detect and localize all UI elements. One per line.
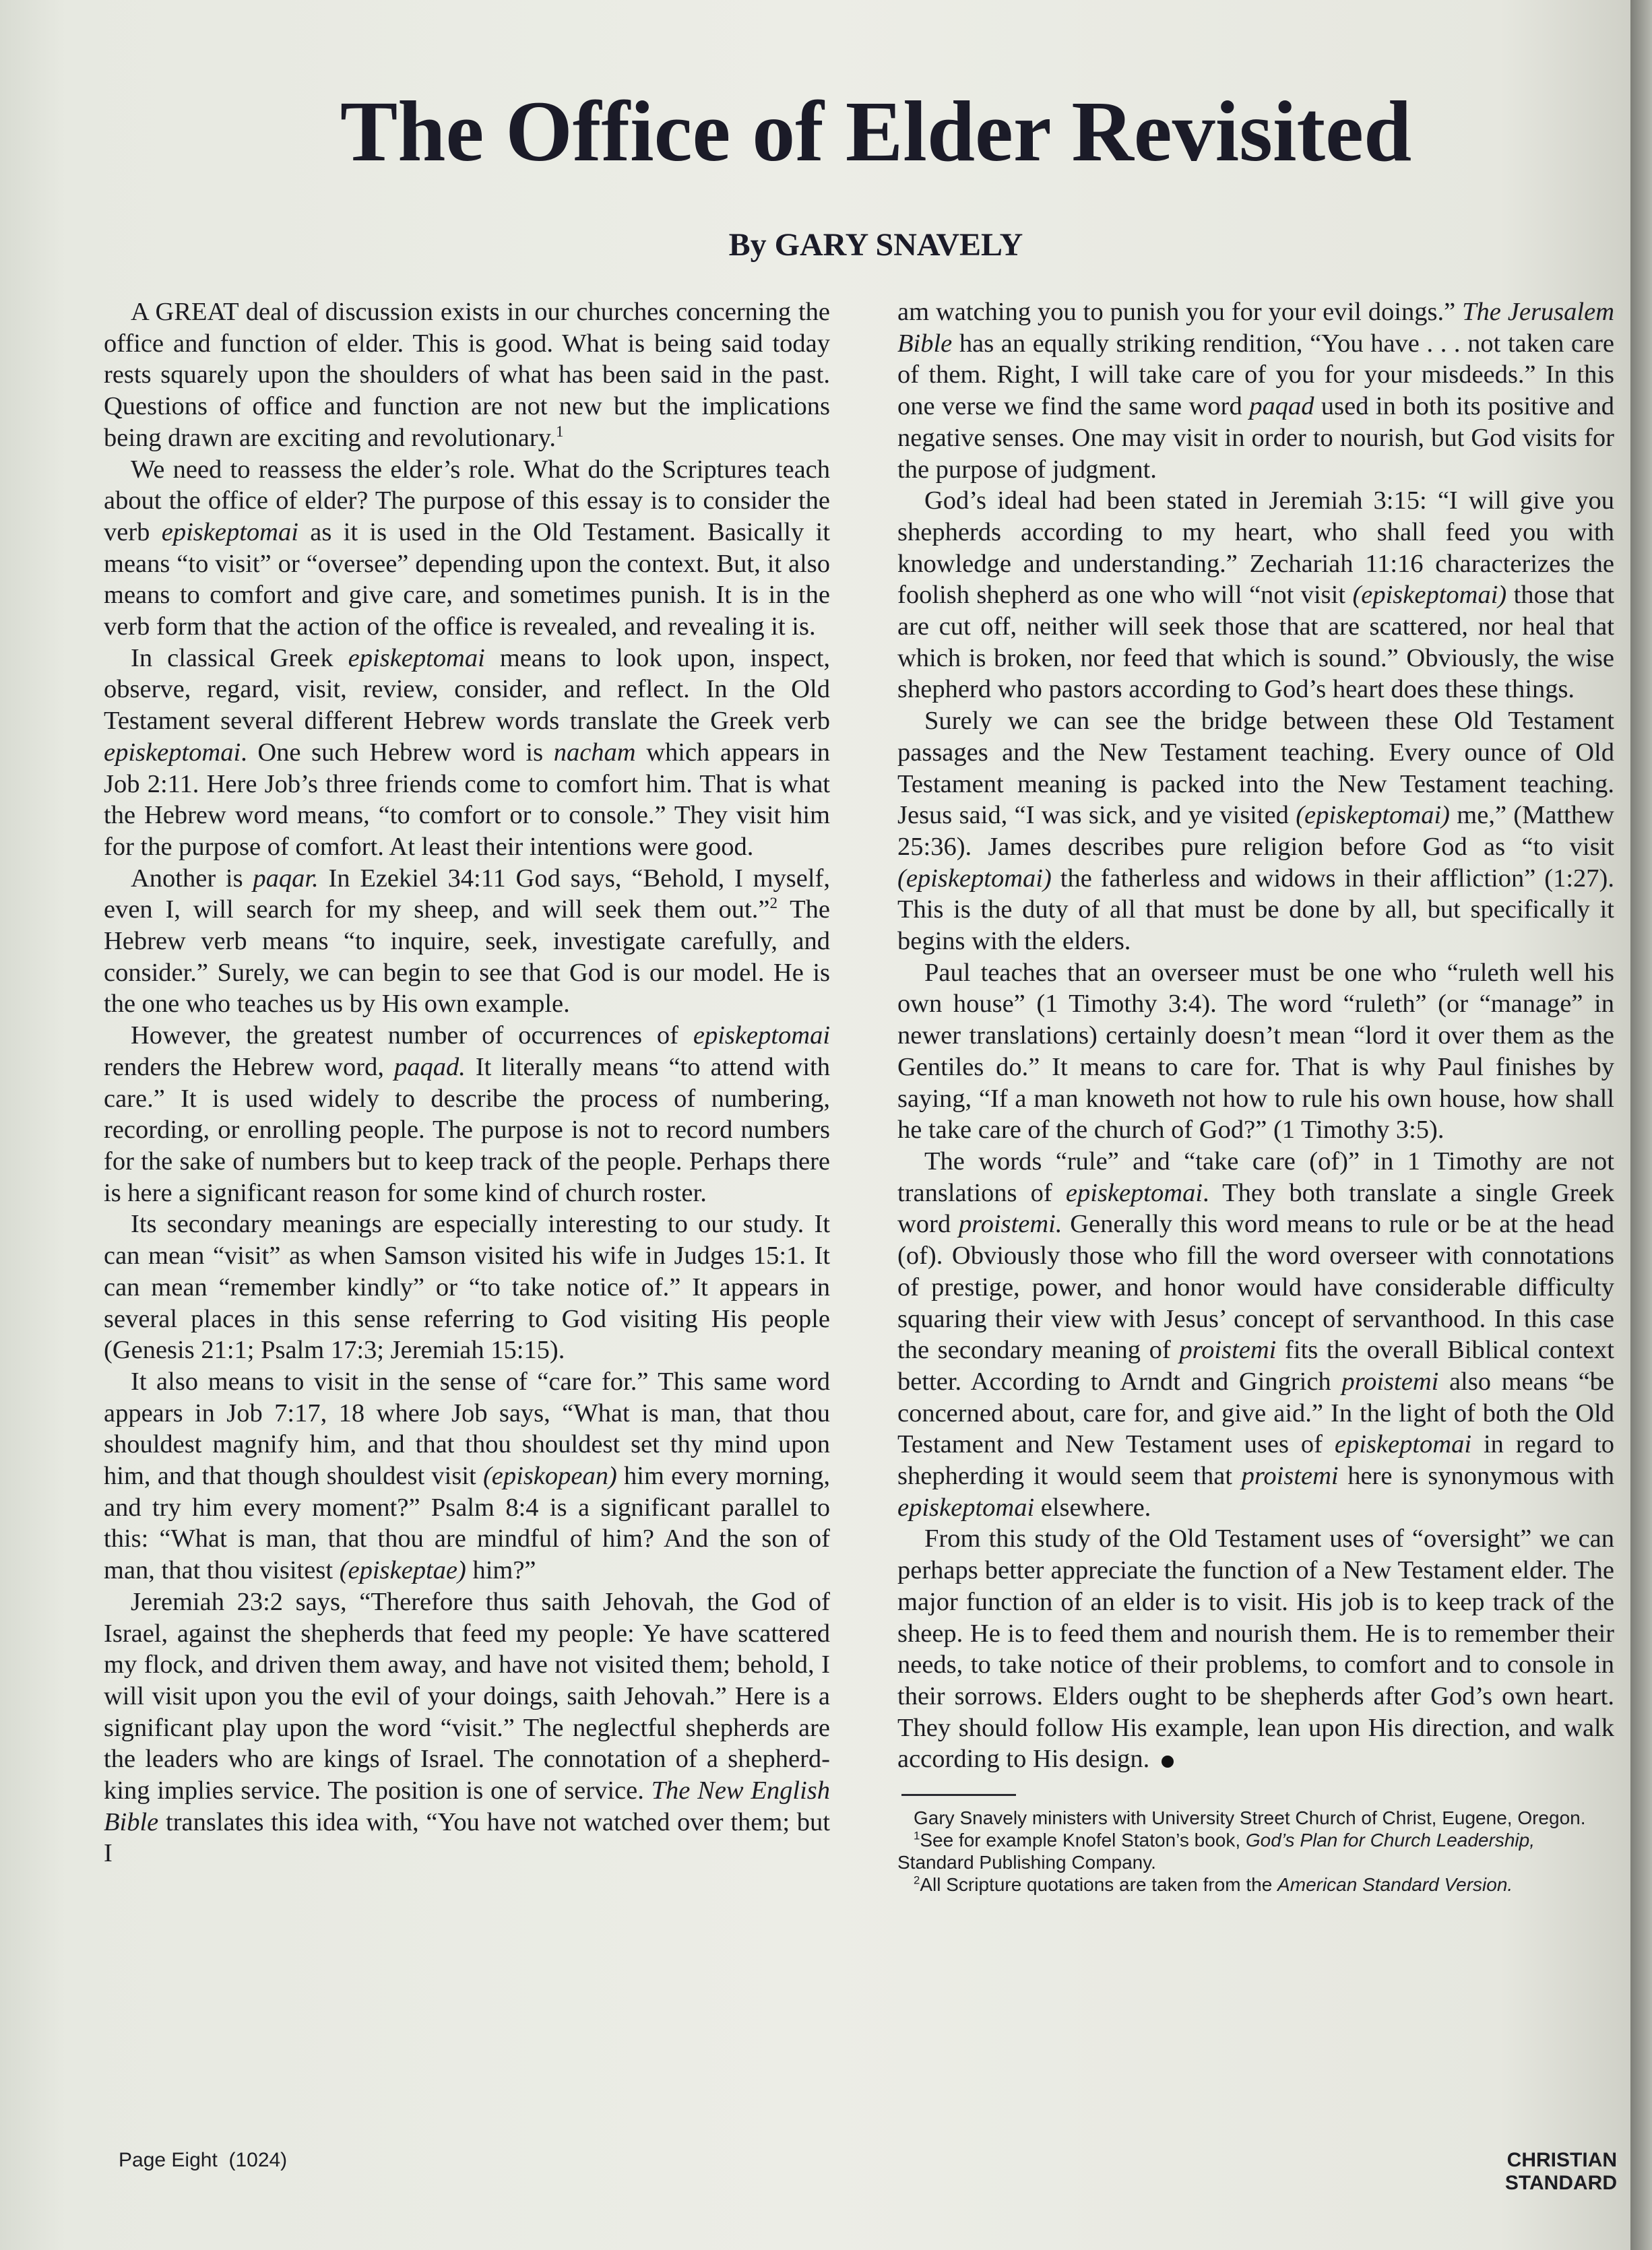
paragraph: The words “rule” and “take care (of)” in 1 Timothy are not translations of episkeptomai. They both translate a single Greek word proistemi. Generally this word means to rule or be at the head (of). Obviously those who fill the word overseer with connotations of prestige, power, and honor would have considerable difficulty squaring their view with Jesus’ concept of servanthood. In this case the secondary meaning of proistemi fits the overall Biblical context better. According to Arndt and Gingrich proistemi also means “be concerned about, care for, and give aid.” In the light of both the Old Testament and New Testament uses of episkeptomai in regard to shepherding it would seem that proistemi here is synonymous with episkeptomai elsewhere. (897, 1147, 1615, 1522)
right-column (897, 296, 1614, 1896)
paragraph: Another is paqar. In Ezekiel 34:11 God says, “Behold, I myself, even I, will search for my sheep, and will seek them out.”$^2$ The Hebrew verb means “to inquire, seek, investigate carefully, and consider.” Surely, we can begin to see that God is our model. He is the one who teaches us by His own example. (104, 864, 830, 1019)
article-byline: By GARY SNAVELY (728, 227, 1023, 263)
paragraph: Its secondary meanings are especially interesting to our study. It can mean “visit” as when Samson visited his wife in Judges 15:1. It can mean “remember kindly” or “to take notice of.” It appears in several places in this sense referring to God visiting His people (Genesis 21:1; Psalm 17:3; Jeremiah 15:15). (104, 1210, 830, 1365)
paragraph: A GREAT deal of discussion exists in our churches concerning the office and function of elder. This is good. What is being said today rests squarely upon the shoulders of what has been said in the past. Questions of office and function are not new but the implications being drawn are exciting and revolutionary.$^1$ (104, 298, 830, 452)
paragraph: Jeremiah 23:2 says, “Therefore thus saith Jehovah, the God of Israel, against the shepherds that feed my people: Ye have scattered my flock, and driven them away, and have not visited them; behold, I will visit upon you the evil of your doings, saith Jehovah.” Here is a significant play upon the word “visit.” The neglectful shepherds are the leaders who are kings of Israel. The connotation of a shepherd-king implies service. The position is one of service. The New English Bible translates this idea with, “You have not watched over them; but I (104, 1587, 831, 1868)
footnote-rule (901, 1794, 1016, 1796)
end-of-article-bullet (1162, 1756, 1174, 1768)
publication-name: CHRISTIAN STANDARD (1504, 2149, 1617, 2194)
article-title: The Office of Elder Revisited (340, 84, 1412, 179)
paragraph: God’s ideal had been stated in Jeremiah 3:15: “I will give you shepherds according to my heart, who shall feed you with knowledge and understanding.” Zechariah 11:16 characterizes the foolish shepherd as one who will “not visit (episkeptomai) those that are cut off, neither will seek those that are scattered, nor heal that which is broken, nor feed that which is sound.” Obviously, the wise shepherd who pastors according to God’s heart does these things. (897, 486, 1615, 704)
paragraph: In classical Greek episkeptomai means to look upon, inspect, observe, regard, visit, review, consider, and reflect. In the Old Testament several different Hebrew words translate the Greek verb episkeptomai. One such Hebrew word is nacham which appears in Job 2:11. Here Job’s three friends come to comfort him. That is what the Hebrew word means, “to comfort or to console.” They visit him for the purpose of comfort. At least their intentions were good. (104, 643, 831, 861)
footnote-1: $^1$See for example Knofel Staton’s book, God’s Plan for Church Leadership, Standard Publishing Company. (897, 1829, 1535, 1873)
paragraph: Surely we can see the bridge between these Old Testament passages and the New Testament teaching. Every ounce of Old Testament meaning is packed into the New Testament teaching. Jesus said, “I was sick, and ye visited (episkeptomai) me,” (Matthew 25:36). James describes pure religion before God as “to visit (episkeptomai) the fatherless and widows in their affliction” (1:27). This is the duty of all that must be done by all, but specifically it begins with the elders. (897, 707, 1614, 956)
paragraph: am watching you to punish you for your evil doings.” The Jerusalem Bible has an equally striking rendition, “You have . . . not taken care of them. Right, I will take care of you for your misdeeds.” In this one verse we find the same word paqad used in both its positive and negative senses. One may visit in order to nourish, but God visits for the purpose of judgment. (897, 298, 1615, 484)
footnote-2: $^2$All Scripture quotations are taken from the American Standard Version. (914, 1873, 1513, 1896)
author-bio: Gary Snavely ministers with University Street Church of Christ, Eugene, Oregon. (914, 1807, 1586, 1829)
paragraph: Paul teaches that an overseer must be one who “ruleth well his own house” (1 Timothy 3:4). The word “ruleth” (or “manage” in newer translations) certainly doesn’t mean “lord it over them as the Gentiles do.” It means to care for. That is why Paul finishes by saying, “If a man knoweth not how to rule his own house, how shall he take care of the church of God?” (1 Timothy 3:5). (897, 958, 1614, 1145)
paragraph: However, the greatest number of occurrences of episkeptomai renders the Hebrew word, paqad. It literally means “to attend with care.” It is used widely to describe the process of numbering, recording, or enrolling people. The purpose is not to record numbers for the sake of numbers but to keep track of the people. Perhaps there is here a significant reason for some kind of church roster. (104, 1021, 831, 1207)
paragraph: We need to reassess the elder’s role. What do the Scriptures teach about the office of elder? The purpose of this essay is to consider the verb episkeptomai as it is used in the Old Testament. Basically it means “to visit” or “oversee” depending upon the context. But, it also means to comfort and give care, and sometimes punish. It is in the verb form that the action of the office is revealed, and revealing it is. (104, 455, 831, 641)
paragraph: It also means to visit in the sense of “care for.” This same word appears in Job 7:17, 18 where Job says, “What is man, that thou shouldest magnify him, and that thou shouldest set thy mind upon him, and that though shouldest visit (episkopean) him every morning, and try him every moment?” Psalm 8:4 is a significant parallel to this: “What is man, that thou are mindful of him? And the son of man, that thou visitest (episkeptae) him?” (104, 1367, 830, 1585)
paragraph: From this study of the Old Testament uses of “oversight” we can perhaps better appreciate the function of a New Testament elder. The major function of an elder is to visit. His job is to keep track of the sheep. He is to feed them and nourish them. He is to remember their needs, to take notice of their problems, to comfort and to console in their sorrows. Elders ought to be shepherds after God’s own heart. They should follow His example, lean upon His direction, and walk according to His design. (897, 1524, 1614, 1774)
footnotes (897, 1807, 1614, 1896)
left-column (104, 296, 830, 1869)
page-edge (1630, 0, 1652, 2250)
page-number: Page Eight (1024) (119, 2149, 288, 2171)
